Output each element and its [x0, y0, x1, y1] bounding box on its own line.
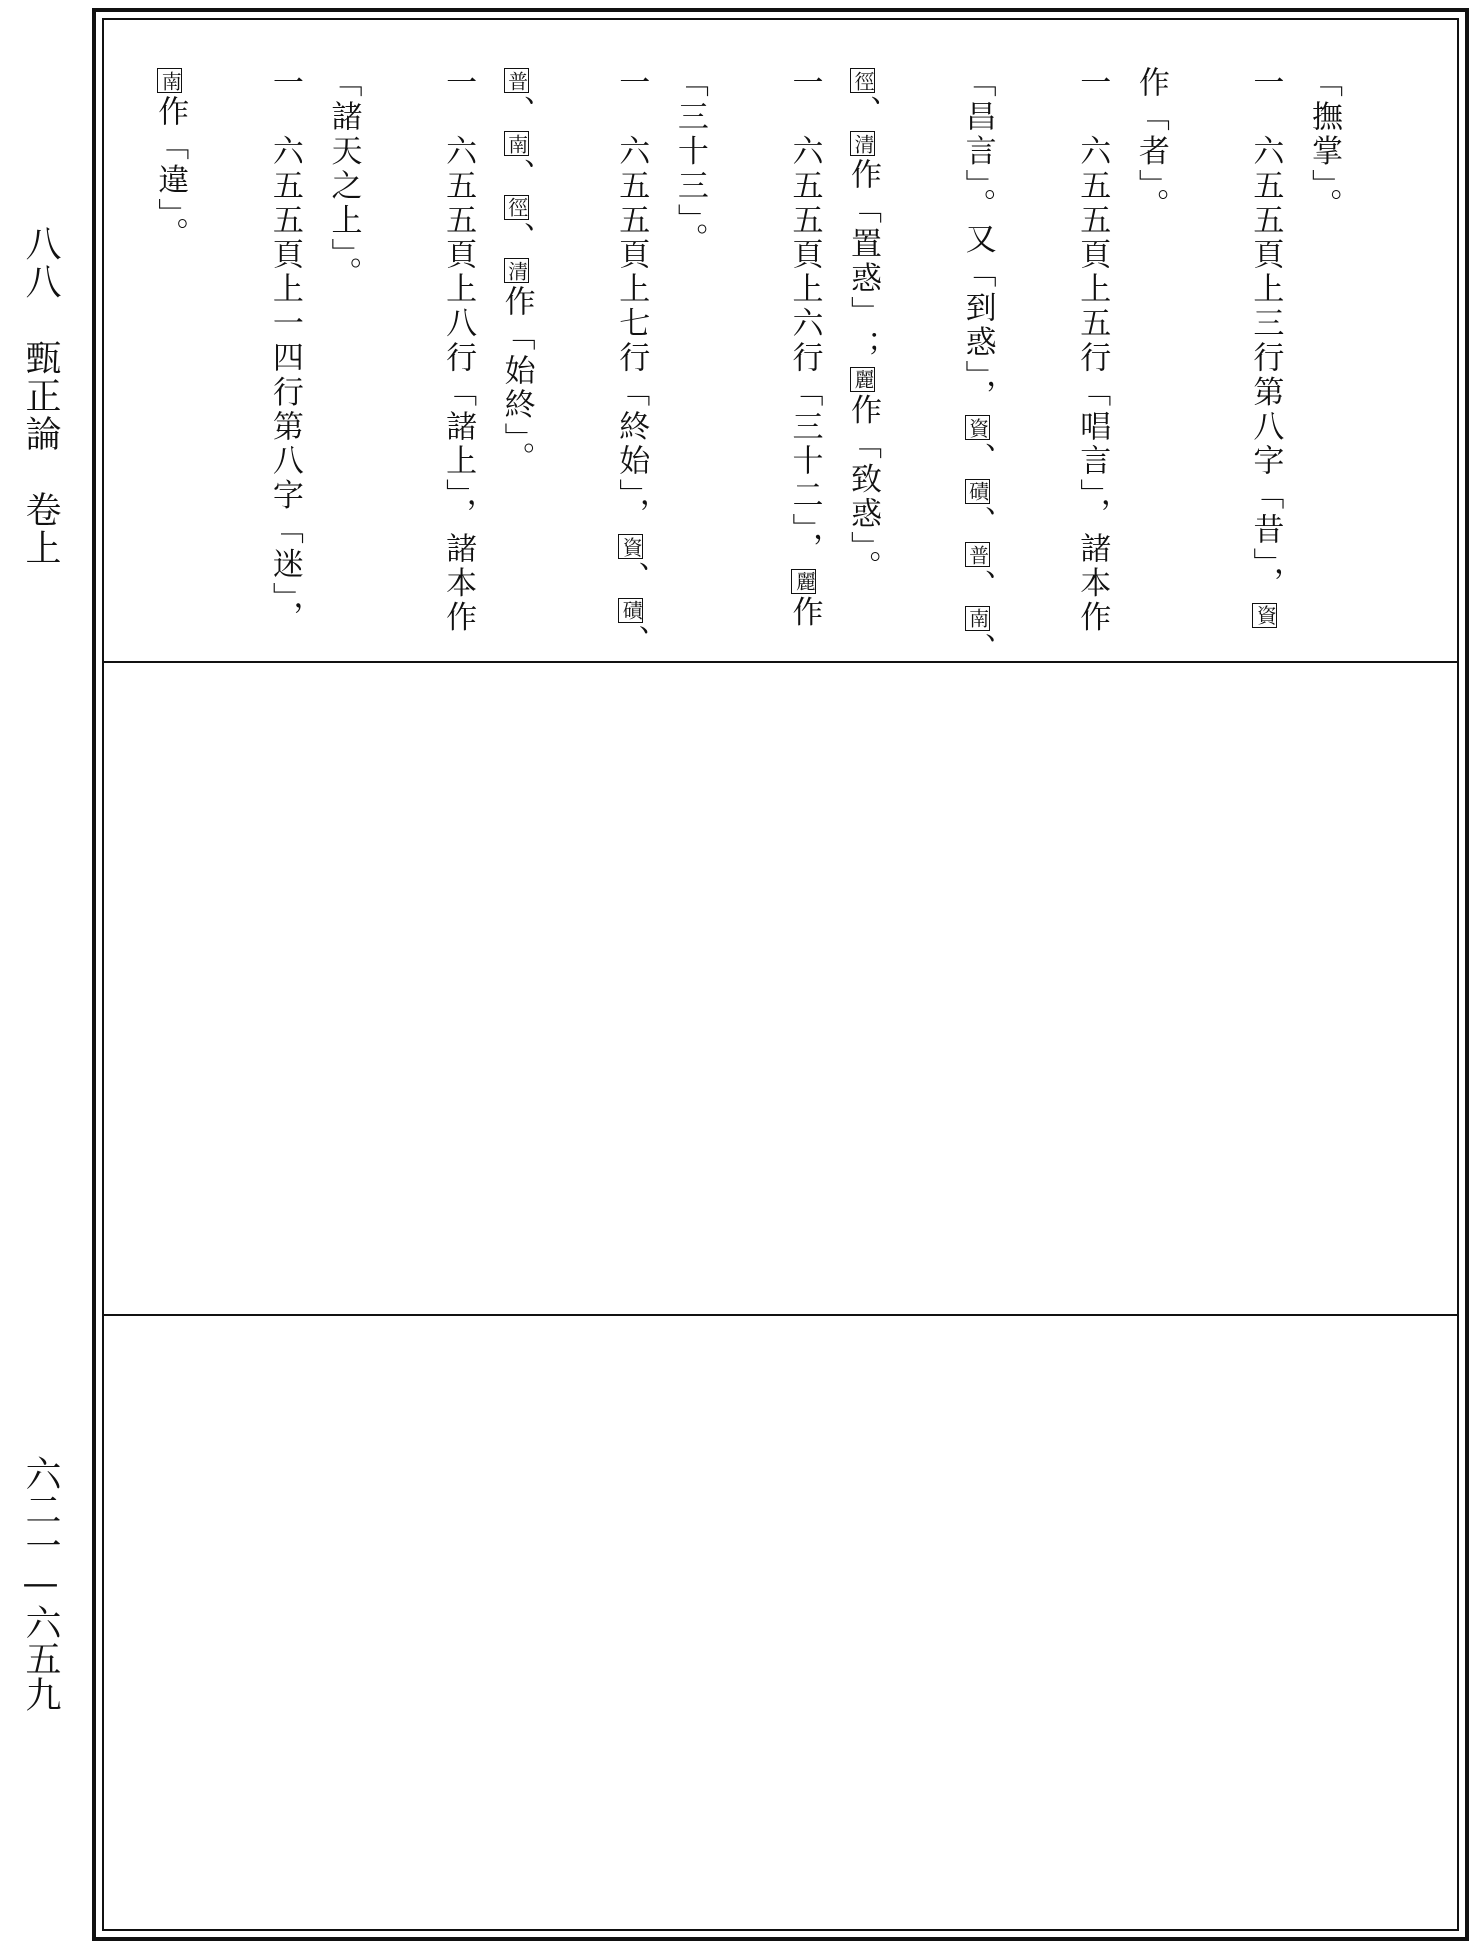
divider-2 [104, 1314, 1457, 1316]
note-line: 一 六五五頁上八行「諸上」，諸本作 [440, 66, 477, 636]
note-line: 「三十三」。 [671, 66, 708, 257]
note-line: 一 六五五頁上三行第八字「昔」，資 [1236, 66, 1295, 656]
edition-mark: 資 [965, 415, 990, 440]
note-line: 一 六五五頁上六行「三十二」，麗作 [786, 66, 823, 630]
edition-mark: 南 [504, 131, 529, 156]
edition-mark: 南 [965, 606, 990, 631]
note-line: 「諸天之上」。 [325, 66, 362, 292]
edition-mark: 普 [965, 542, 990, 567]
note-line: 普、南、徑、清作「始終」。 [487, 66, 602, 656]
edition-mark: 麗 [850, 367, 875, 392]
note-line: 徑、清作「置惑」；麗作「致惑」。 [833, 66, 948, 656]
edition-mark: 清 [504, 258, 529, 283]
divider-1 [104, 661, 1457, 663]
margin-title: 八八 甄正論 卷上 [20, 225, 61, 567]
page-number: 六二一—六五九 [20, 1455, 61, 1712]
edition-mark: 徑 [504, 195, 529, 220]
page-frame [92, 8, 1469, 1941]
note-line: 作「者」。 [1132, 66, 1169, 223]
collation-notes [141, 66, 1409, 668]
edition-mark: 資 [618, 534, 643, 559]
edition-mark: 南 [157, 68, 182, 93]
edition-mark: 磧 [965, 479, 990, 504]
note-line: 「昌言」。又「到惑」，資、磧、普、南、 [959, 66, 996, 668]
edition-mark: 普 [504, 68, 529, 93]
edition-mark: 資 [1252, 603, 1277, 628]
edition-mark: 清 [850, 131, 875, 156]
note-line: 一 六五五頁上五行「唱言」，諸本作 [1074, 66, 1111, 636]
note-line: 南作「違」。 [141, 66, 256, 656]
note-line: 一 六五五頁上一四行第八字「迷」， [266, 66, 303, 636]
inner-frame [102, 18, 1459, 1931]
edition-mark: 麗 [791, 569, 816, 594]
edition-mark: 徑 [850, 68, 875, 93]
edition-mark: 磧 [618, 598, 643, 623]
note-line: 「撫掌」。 [1306, 66, 1342, 223]
note-line: 一 六五五頁上七行「終始」，資、磧、 [613, 66, 650, 659]
